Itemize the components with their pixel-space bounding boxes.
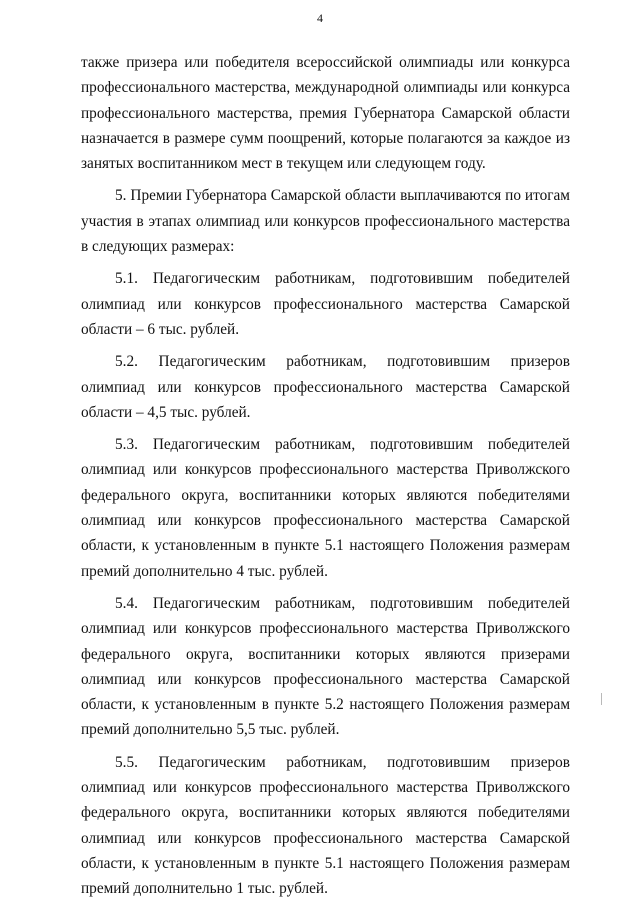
paragraph-continuation: также призера или победителя всероссийской олимпиады или конкурса профессионального мастерства, международной олимпиады или конкурса профессионального мастерства, премия Губернатора Самарской области назначается в размере сумм поощрений, которые полагаются за каждое из занятых воспитанником мест в текущем или следующем году.	[81, 54, 570, 173]
paragraph-item-5-3: 5.3. Педагогическим работникам, подготовившим победителей олимпиад или конкурсов профессионального мастерства Приволжского федерального округа, воспитанники которых являются победителями олимпиад или конкурсов профессионального мастерства Самарской области, к установленным в пункте 5.1 настоящего Положения размерам премий дополнительно 4 тыс. рублей.	[81, 436, 570, 580]
scan-artifact	[601, 693, 602, 705]
page-number: 4	[317, 11, 323, 25]
paragraph-item-5-2: 5.2. Педагогическим работникам, подготовившим призеров олимпиад или конкурсов профессионального мастерства Самарской области – 4,5 тыс. рублей.	[81, 353, 570, 421]
paragraph-item-5: 5. Премии Губернатора Самарской области выплачиваются по итогам участия в этапах олимпиад или конкурсов профессионального мастерства в следующих размерах:	[81, 187, 570, 256]
document-body	[81, 50, 570, 909]
paragraph-item-5-4: 5.4. Педагогическим работникам, подготовившим победителей олимпиад или конкурсов профессионального мастерства Приволжского федерального округа, воспитанники которых являются призерами олимпиад или конкурсов профессионального мастерства Самарской области, к установленным в пункте 5.2 настоящего Положения размерам премий дополнительно 5,5 тыс. рублей.	[81, 594, 570, 739]
paragraph-item-5-1: 5.1. Педагогическим работникам, подготовившим победителей олимпиад или конкурсов профессионального мастерства Самарской области – 6 тыс. рублей.	[81, 270, 570, 338]
paragraph-item-5-5: 5.5. Педагогическим работникам, подготовившим призеров олимпиад или конкурсов профессионального мастерства Приволжского федерального округа, воспитанники которых являются победителями олимпиад или конкурсов профессионального мастерства Самарской области, к установленным в пункте 5.1 настоящего Положения размерам премий дополнительно 1 тыс. рублей.	[81, 753, 570, 898]
